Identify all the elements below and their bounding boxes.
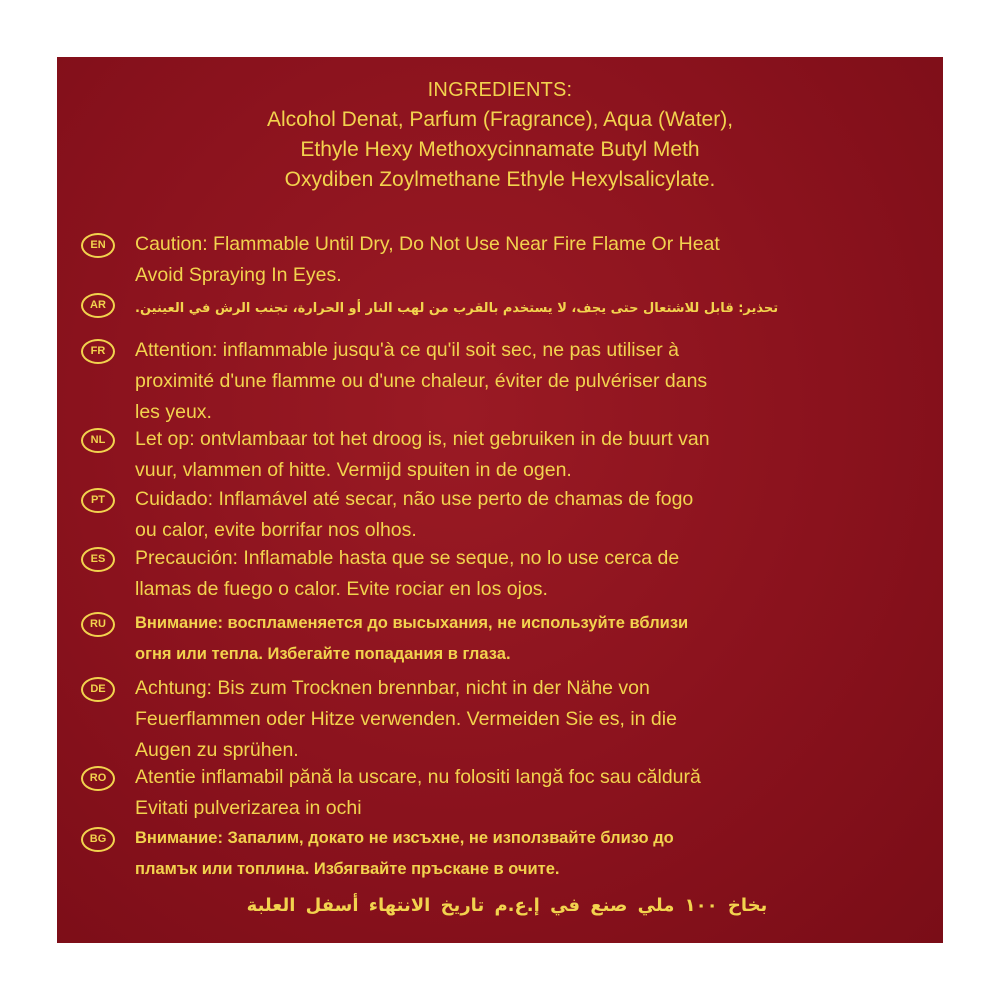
warning-text: Atentie inflamabil pănă la uscare, nu folositi langă foc sau căldură Evitati pulverizarea in ochi: [135, 766, 701, 819]
language-badge: RO: [81, 766, 115, 791]
ingredients-line: Alcohol Denat, Parfum (Fragrance), Aqua (Water),: [266, 108, 734, 131]
warning-text: Cuidado: Inflamável até secar, não use perto de chamas de fogo ou calor, evite borrifar nos olhos.: [135, 488, 694, 541]
warning-text: Let op: ontvlambaar tot het droog is, niet gebruiken in de buurt van vuur, vlammen of hitte. Vermijd spuiten in de ogen.: [135, 428, 710, 481]
warning-text: Precaución: Inflamable hasta que se seque, no lo use cerca de llamas de fuego o calor. Evite rociar en los ojos.: [135, 547, 680, 600]
warning-text: Achtung: Bis zum Trocknen brennbar, nicht in der Nähe von Feuerflammen oder Hitze verwenden. Vermeiden Sie es, in die Augen zu sprühen.: [135, 677, 677, 761]
language-badge: DE: [81, 677, 115, 702]
label-panel: [57, 57, 943, 943]
language-badge: ES: [81, 547, 115, 572]
ingredients-title: INGREDIENTS:: [427, 79, 573, 101]
warning-text: Attention: inflammable jusqu'à ce qu'il soit sec, ne pas utiliser à proximité d'une flamme ou d'une chaleur, éviter de pulvériser dans les yeux.: [135, 339, 708, 423]
footer-arabic-info: بخاخ ١٠٠ ملي صنع في إ.ع.م تاريخ الانتهاء أسفل العلبة: [246, 895, 768, 916]
warning-text: Внимание: воспламеняется до высыхания, не используйте вблизи огня или тепла. Избегайте попадания в глаза.: [135, 614, 689, 663]
ingredients-block: [57, 75, 943, 195]
warning-text: تحذير: قابل للاشتعال حتى يجف، لا يستخدم بالقرب من لهب النار أو الحرارة، تجنب الرش في العينين.: [135, 301, 779, 316]
language-badge: FR: [81, 339, 115, 364]
language-badge: RU: [81, 612, 115, 637]
language-badge: BG: [81, 827, 115, 852]
warning-text: Caution: Flammable Until Dry, Do Not Use Near Fire Flame Or Heat Avoid Spraying In Eyes.: [135, 233, 720, 286]
language-badge: PT: [81, 488, 115, 513]
language-badge: NL: [81, 428, 115, 453]
ingredients-line: Oxydiben Zoylmethane Ethyle Hexylsalicylate.: [284, 168, 716, 191]
language-badge: EN: [81, 233, 115, 258]
ingredients-line: Ethyle Hexy Methoxycinnamate Butyl Meth: [300, 138, 700, 161]
language-badge: AR: [81, 293, 115, 318]
warning-text: Внимание: Запалим, докато не изсъхне, не използвайте близо до пламък или топлина. Избягвайте пръскане в очите.: [135, 829, 674, 878]
